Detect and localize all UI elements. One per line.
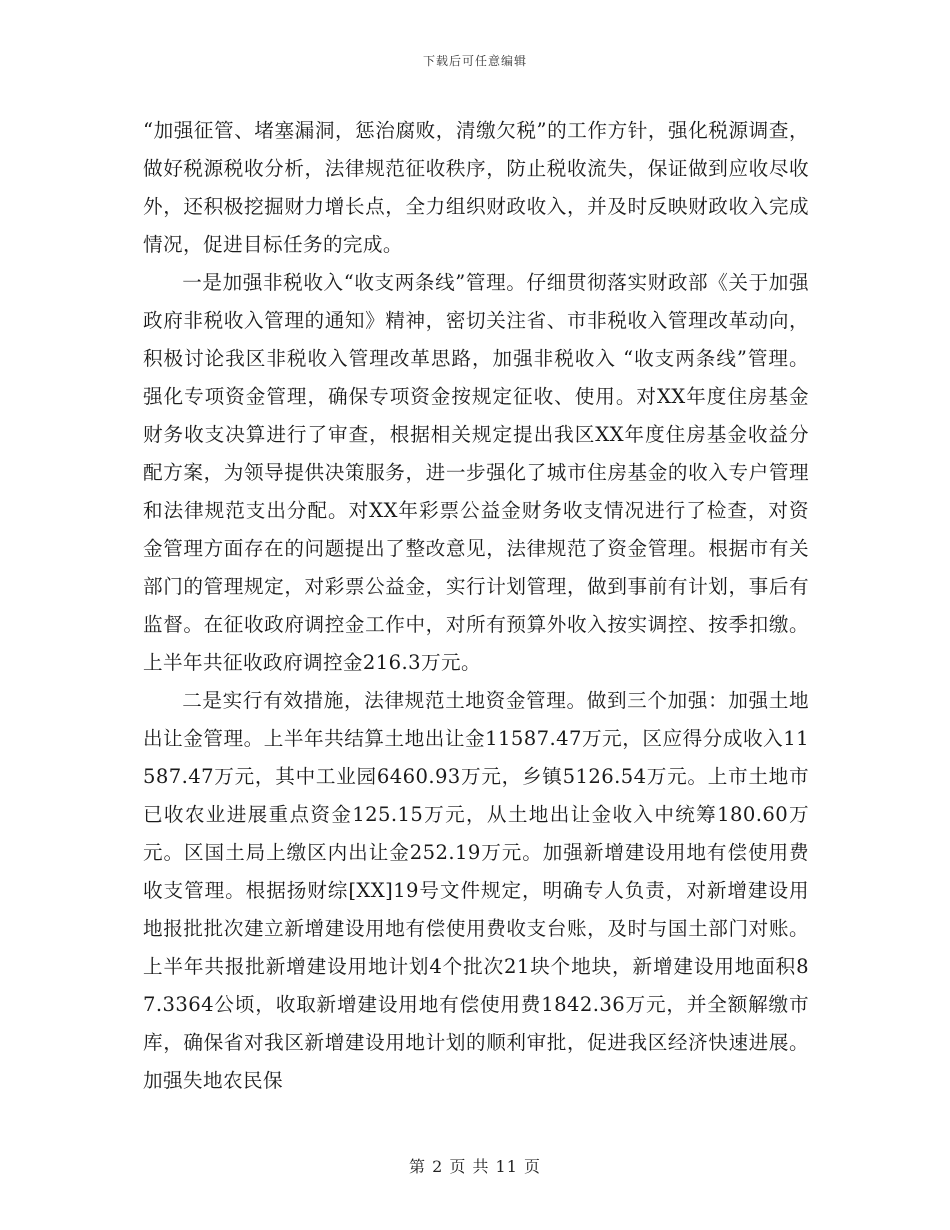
- paragraph-non-tax-revenue: 一是加强非税收入“收支两条线”管理。仔细贯彻落实财政部《关于加强政府非税收入管理的通知》精神，密切关注省、市非税收入管理改革动向，积极讨论我区非税收入管理改革思路，加强非税收入 “收支两条线”管理。强化专项资金管理，确保专项资金按规定征收、使用。对XX年度住房基金财务收支决算进行了审查，根据相关规定提出我区XX年度住房基金收益分配方案，为领导提供决策服务，进一步强化了城市住房基金的收入专户管理和法律规范支出分配。对XX年彩票公益金财务收支情况进行了检查，对资金管理方面存在的问题提出了整改意见，法律规范了资金管理。根据市有关部门的管理规定，对彩票公益金，实行计划管理，做到事前有计划，事后有监督。在征收政府调控金工作中，对所有预算外收入按实调控、按季扣缴。上半年共征收政府调控金216.3万元。: [143, 271, 809, 674]
- paragraph-land-funds: 二是实行有效措施，法律规范土地资金管理。做到三个加强：加强土地出让金管理。上半年共结算土地出让金11587.47万元，区应得分成收入11587.47万元，其中工业园6460.93万元，乡镇5126.54万元。上市土地市已收农业进展重点资金125.15万元，从土地出让金收入中统筹180.60万元。区国土局上缴区内出让金252.19万元。加强新增建设用地有偿使用费收支管理。根据扬财综[XX]19号文件规定，明确专人负责，对新增建设用地报批批次建立新增建设用地有偿使用费收支台账，及时与国土部门对账。上半年共报批新增建设用地计划4个批次21块个地块，新增建设用地面积87.3364公顷，收取新增建设用地有偿使用费1842.36万元，并全额解缴市库，确保省对我区新增建设用地计划的顺利审批，促进我区经济快速进展。加强失地农民保: [143, 689, 809, 1092]
- page-number: 第 2 页 共 11 页: [409, 1157, 541, 1176]
- page-header-note: 下载后可任意编辑: [422, 54, 527, 68]
- document-body: [143, 112, 809, 1100]
- paragraph-continuation: “加强征管、堵塞漏洞，惩治腐败，清缴欠税”的工作方针，强化税源调查，做好税源税收分析，法律规范征收秩序，防止税收流失，保证做到应收尽收外，还积极挖掘财力增长点，全力组织财政收入，并及时反映财政收入完成情况，促进目标任务的完成。: [143, 119, 809, 256]
